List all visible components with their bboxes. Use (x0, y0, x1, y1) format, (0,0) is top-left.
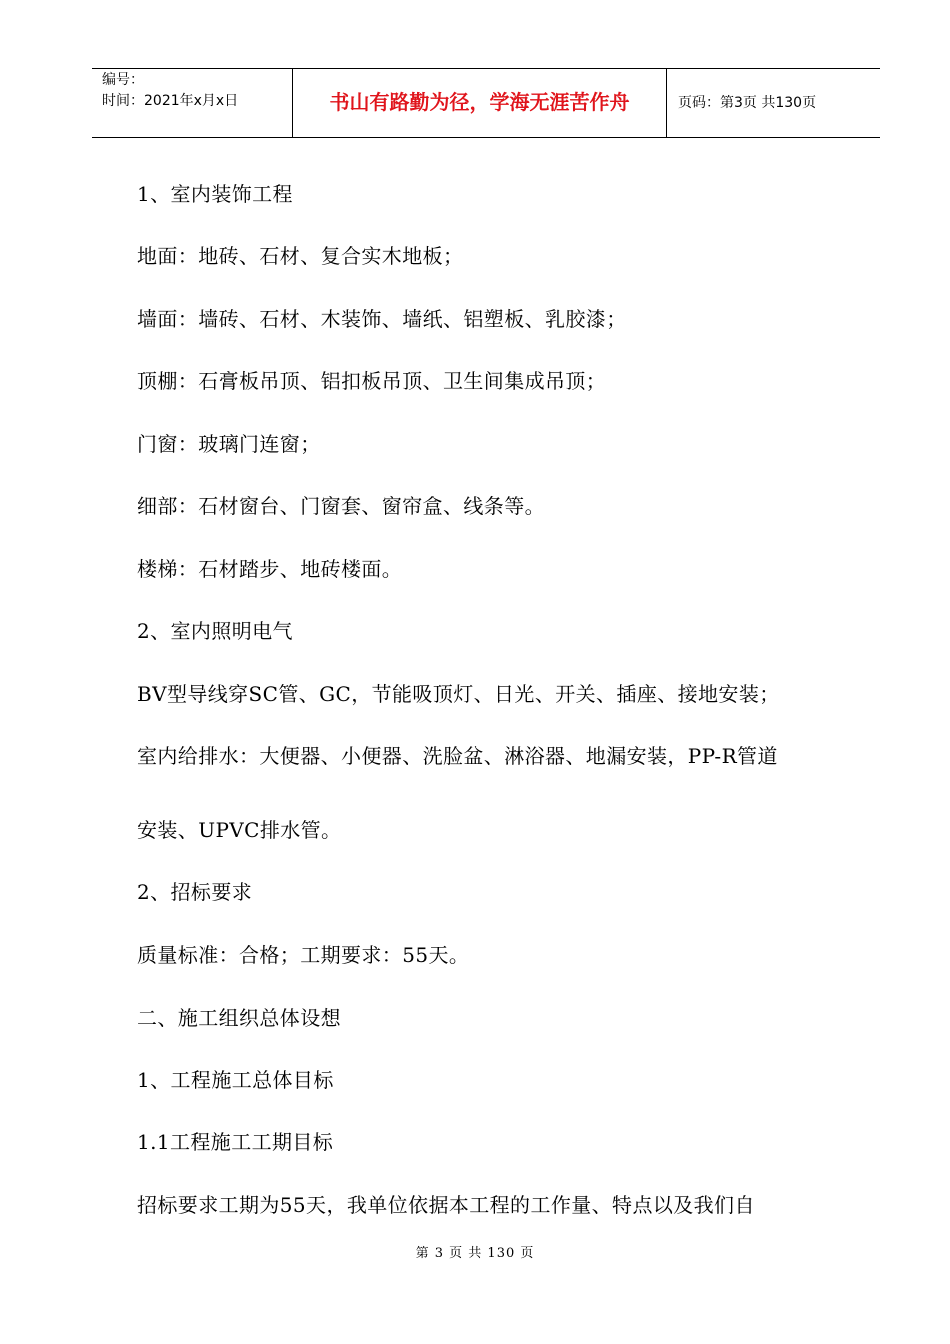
header-motto: 书山有路勤为径，学海无涯苦作舟 (329, 90, 630, 114)
document-time-label: 时间：2021年x月x日 (102, 93, 239, 109)
subsection-heading: 1.1工程施工工期目标 (137, 1130, 334, 1154)
body-line: 细部：石材窗台、门窗套、窗帘盒、线条等。 (137, 494, 545, 518)
page-header (92, 68, 880, 138)
header-page-cell (666, 69, 880, 137)
body-line: 顶棚：石膏板吊顶、铝扣板吊顶、卫生间集成吊顶； (137, 369, 607, 393)
section-heading: 2、室内照明电气 (137, 619, 293, 643)
body-line: 质量标准：合格；工期要求：55天。 (137, 943, 470, 967)
body-line: 室内给排水：大便器、小便器、洗脸盆、淋浴器、地漏安装，PP-R管道 (137, 744, 778, 768)
body-line: 招标要求工期为55天，我单位依据本工程的工作量、特点以及我们自 (137, 1193, 755, 1217)
body-line: 地面：地砖、石材、复合实木地板； (137, 244, 464, 268)
document-number-label: 编号： (102, 72, 144, 88)
header-meta-cell (92, 69, 292, 137)
body-line: 安装、UPVC排水管。 (137, 818, 342, 842)
section-heading: 2、招标要求 (137, 880, 253, 904)
body-line: 墙面：墙砖、石材、木装饰、墙纸、铝塑板、乳胶漆； (137, 307, 627, 331)
page-footer: 第 3 页 共 130 页 (415, 1246, 535, 1261)
body-line: BV型导线穿SC管、GC，节能吸顶灯、日光、开关、插座、接地安装； (137, 682, 780, 706)
body-line: 楼梯：石材踏步、地砖楼面。 (137, 557, 403, 581)
header-page-info: 页码：第3页 共130页 (678, 95, 817, 111)
section-heading: 1、室内装饰工程 (137, 182, 293, 206)
header-motto-cell (292, 69, 667, 137)
section-heading: 二、施工组织总体设想 (137, 1006, 341, 1030)
body-line: 门窗：玻璃门连窗； (137, 432, 321, 456)
section-heading: 1、工程施工总体目标 (137, 1068, 334, 1092)
